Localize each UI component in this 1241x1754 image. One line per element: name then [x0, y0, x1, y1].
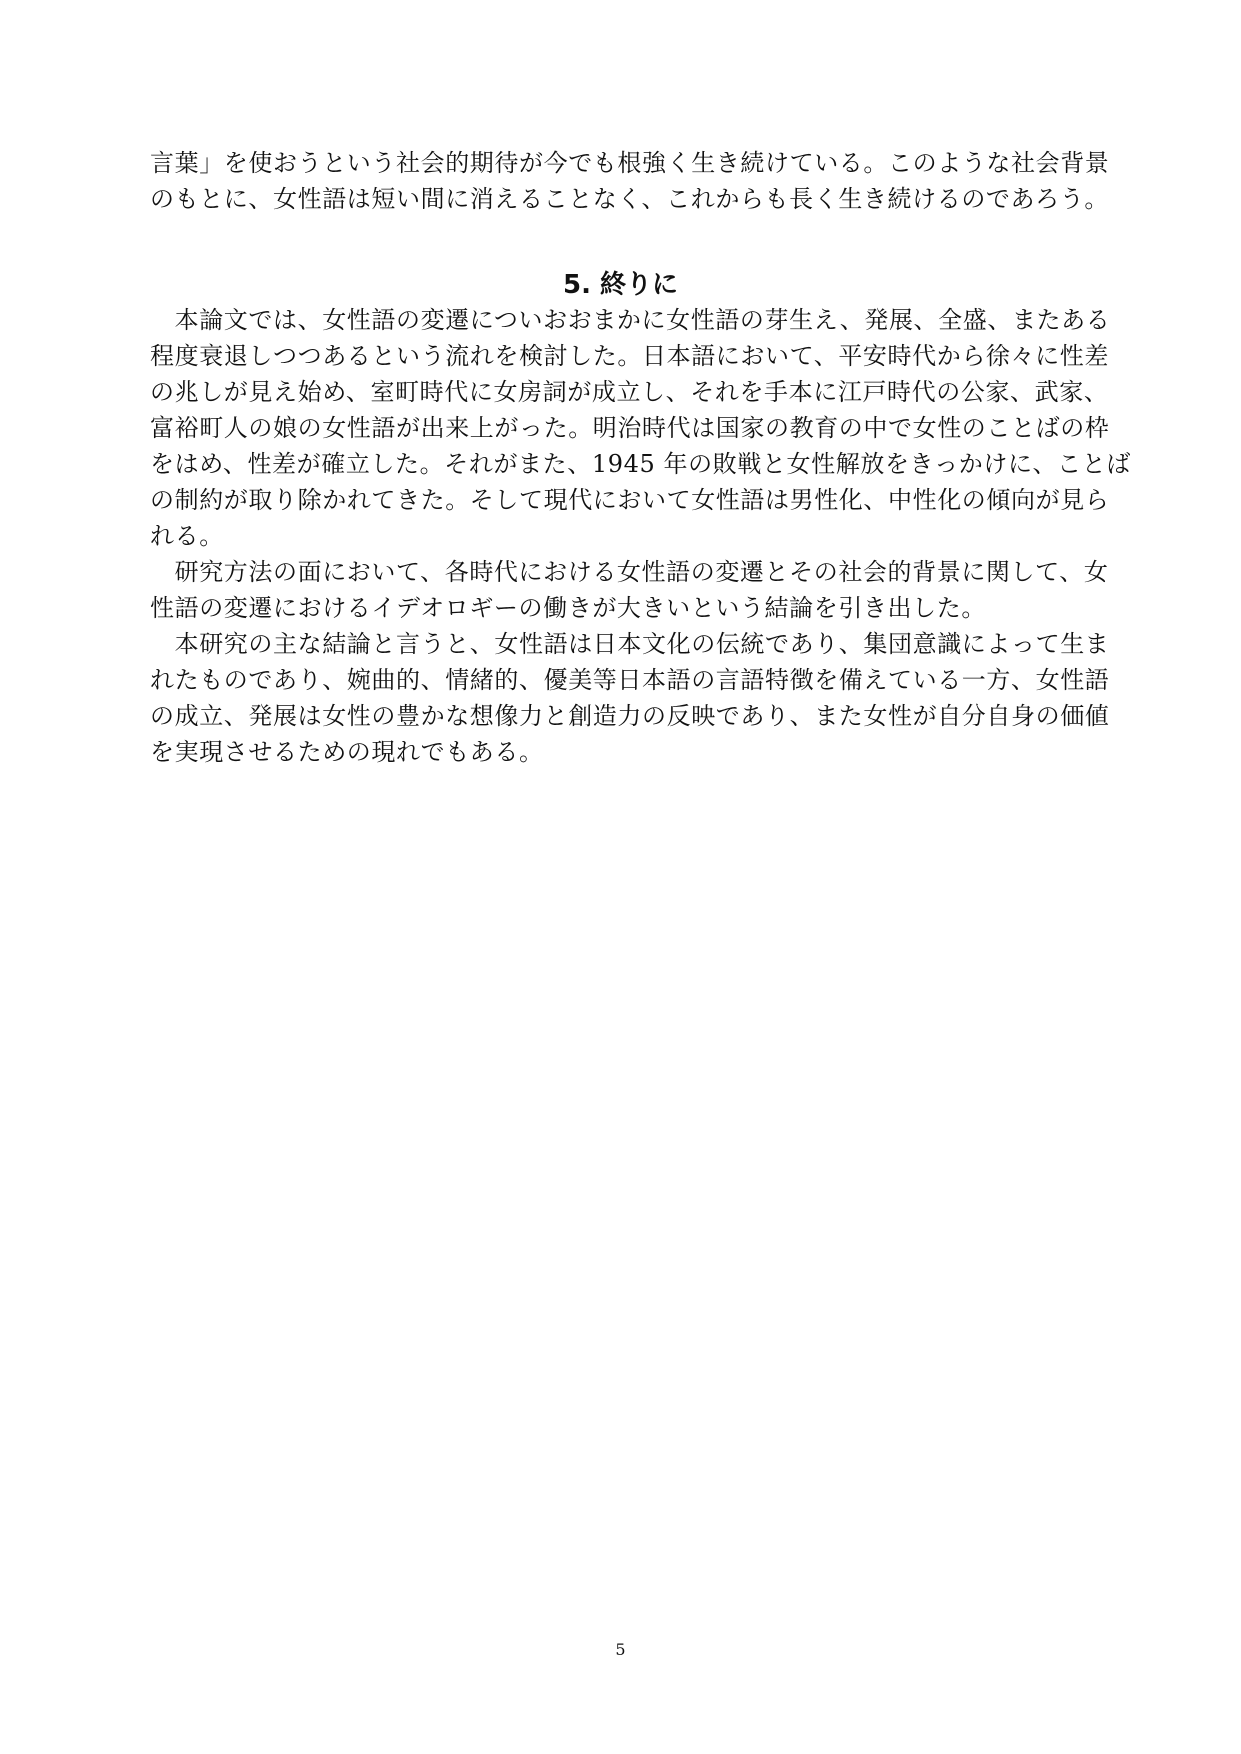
text-line: 富裕町人の娘の女性語が出来上がった。明治時代は国家の教育の中で女性のことばの枠	[150, 414, 1110, 442]
text-line: の制約が取り除かれてきた。そして現代において女性語は男性化、中性化の傾向が見ら	[150, 486, 1110, 514]
text-line: 研究方法の面において、各時代における女性語の変遷とその社会的背景に関して、女	[150, 558, 1109, 586]
text-line: の成立、発展は女性の豊かな想像力と創造力の反映であり、また女性が自分自身の価値	[150, 702, 1110, 730]
text-line: 本研究の主な結論と言うと、女性語は日本文化の伝統であり、集団意識によって生ま	[150, 630, 1110, 658]
intro-paragraph	[150, 145, 1125, 217]
text-line: のもとに、女性語は短い間に消えることなく、これからも長く生き続けるのであろう。	[150, 185, 1109, 213]
text-line: 程度衰退しつつあるという流れを検討した。日本語において、平安時代から徐々に性差	[150, 342, 1109, 370]
text-line: 言葉」を使おうという社会的期待が今でも根強く生き続けている。このような社会背景	[150, 149, 1110, 177]
text-line: 性語の変遷におけるイデオロギーの働きが大きいという結論を引き出した。	[150, 594, 986, 622]
text-line: をはめ、性差が確立した。それがまた、1945 年の敗戦と女性解放をきっかけに、ことば	[150, 450, 1131, 478]
page-number: 5	[615, 1640, 626, 1659]
text-line: 本論文では、女性語の変遷についおおまかに女性語の芽生え、発展、全盛、またある	[150, 306, 1111, 334]
text-line: れる。	[150, 522, 224, 550]
text-line: を実現させるための現れでもある。	[150, 738, 544, 766]
conclusion-body	[150, 302, 1131, 770]
text-line: れたものであり、婉曲的、情緒的、優美等日本語の言語特徴を備えている一方、女性語	[150, 666, 1110, 694]
section-heading: 5. 終りに	[562, 270, 679, 300]
text-line: の兆しが見え始め、室町時代に女房詞が成立し、それを手本に江戸時代の公家、武家、	[150, 378, 1109, 406]
